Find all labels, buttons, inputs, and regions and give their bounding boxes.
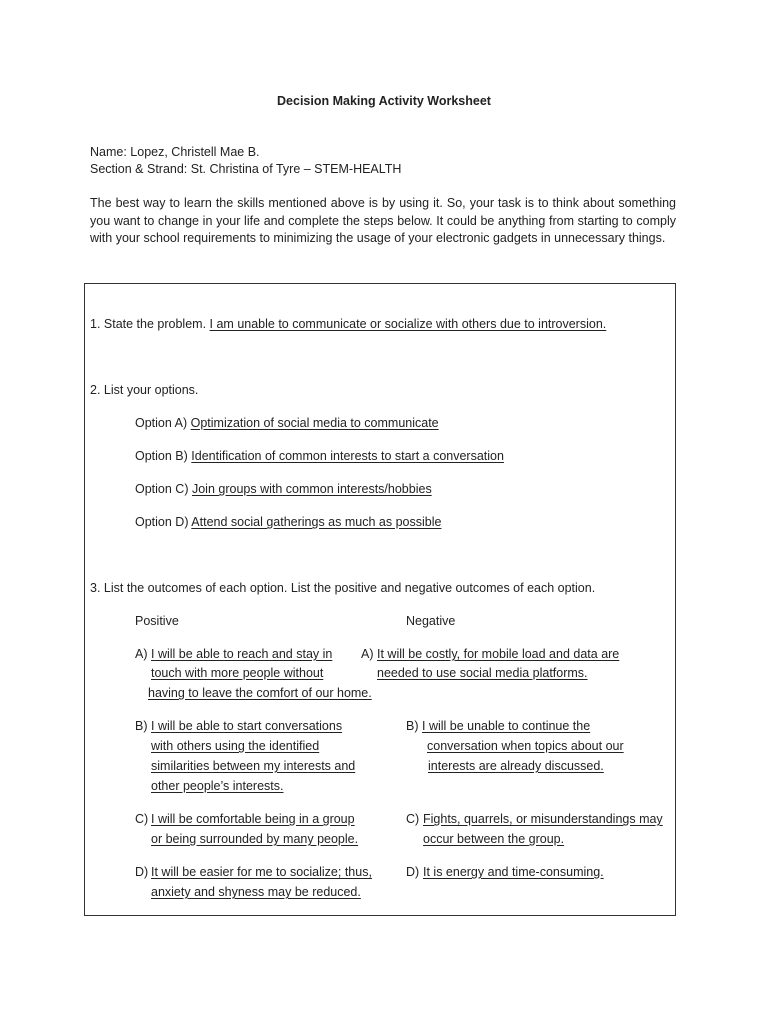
option-c (135, 482, 432, 496)
option-label: Option B) (135, 449, 188, 463)
question-1-prompt: 1. State the problem. (90, 317, 207, 331)
student-name: Name: Lopez, Christell Mae B. (90, 145, 260, 159)
option-text: Attend social gatherings as much as possible (191, 515, 442, 529)
negative-a-line: needed to use social media platforms. (377, 666, 588, 680)
question-1-answer: I am unable to communicate or socialize with others due to introversion. (209, 317, 607, 331)
option-text: Join groups with common interests/hobbies (191, 482, 432, 496)
positive-header: Positive (135, 614, 179, 628)
positive-b-line: other people’s interests. (151, 779, 284, 793)
negative-c-line: occur between the group. (423, 832, 565, 846)
option-text: Identification of common interests to start a conversation (191, 449, 504, 463)
negative-b-line: I will be unable to continue the (422, 719, 591, 733)
section-strand: Section & Strand: St. Christina of Tyre – STEM-HEALTH (90, 162, 402, 176)
negative-b-label: B) (406, 719, 419, 733)
positive-a-line: having to leave the comfort of our home. (148, 686, 372, 700)
question-1 (90, 317, 606, 331)
positive-a-line: touch with more people without (151, 666, 324, 680)
negative-header: Negative (406, 614, 456, 628)
intro-paragraph: The best way to learn the skills mentioned above is by using it. So, your task is to think about something you want to change in your life and complete the steps below. It could be anything from starting to comply with your school requirements to minimizing the usage of your electronic gadgets in unnecessary things. (90, 196, 676, 245)
option-label: Option D) (135, 515, 189, 529)
negative-c-label: C) (406, 812, 420, 826)
negative-a-label: A) (361, 647, 374, 661)
option-label: Option A) (135, 416, 188, 430)
option-b (135, 449, 504, 463)
positive-d-line: It will be easier for me to socialize; thus, (151, 865, 372, 879)
negative-b-line: conversation when topics about our (427, 739, 624, 753)
negative-b-line: interests are already discussed. (428, 759, 604, 773)
page-title: Decision Making Activity Worksheet (277, 94, 491, 108)
positive-d-label: D) (135, 865, 149, 879)
positive-d-line: anxiety and shyness may be reduced. (151, 885, 361, 899)
positive-c-line: or being surrounded by many people. (151, 832, 359, 846)
option-d (135, 515, 441, 529)
positive-a-label: A) (135, 647, 148, 661)
positive-b-line: I will be able to start conversations (151, 719, 343, 733)
question-2-prompt: 2. List your options. (90, 383, 199, 397)
positive-a-line: I will be able to reach and stay in (151, 647, 333, 661)
negative-a-line: It will be costly, for mobile load and data are (377, 647, 620, 661)
negative-c-line: Fights, quarrels, or misunderstandings may (423, 812, 663, 826)
positive-c-line: I will be comfortable being in a group (151, 812, 355, 826)
positive-b-label: B) (135, 719, 148, 733)
question-3-prompt: 3. List the outcomes of each option. List the positive and negative outcomes of each option. (90, 581, 596, 595)
positive-b-line: with others using the identified (151, 739, 320, 753)
option-label: Option C) (135, 482, 189, 496)
negative-d-label: D) (406, 865, 420, 879)
negative-d-line: It is energy and time-consuming. (423, 865, 604, 879)
option-text: Optimization of social media to communicate (190, 416, 439, 430)
positive-b-line: similarities between my interests and (151, 759, 356, 773)
option-a (135, 416, 439, 430)
positive-c-label: C) (135, 812, 149, 826)
